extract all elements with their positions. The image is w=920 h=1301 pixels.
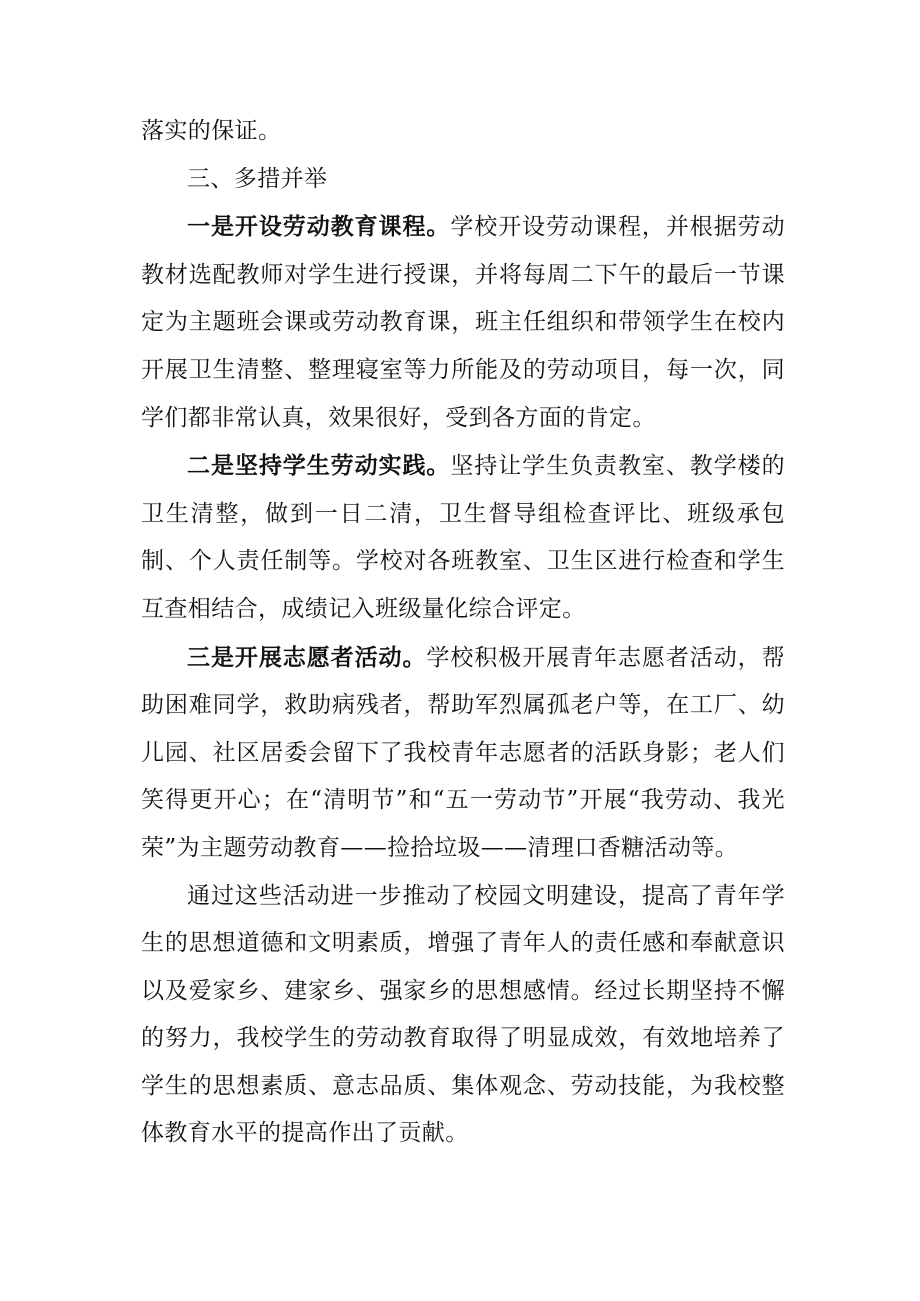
item-paragraph-2 [141, 442, 785, 633]
item-paragraph-3 [141, 634, 785, 873]
item-lead-3: 三是开展志愿者活动。 [187, 643, 427, 671]
item-paragraph-1 [141, 203, 785, 442]
item-lead-2: 二是坚持学生劳动实践。 [187, 452, 451, 480]
item-body-3: 学校积极开展青年志愿者活动，帮助困难同学，救助病残者，帮助军烈属孤老户等，在工厂、幼儿园、社区居委会留下了我校青年志愿者的活跃身影；老人们笑得更开心；在“清明节”和“五一劳动节”开展“我劳动、我光荣”为主题劳动教育——捡拾垃圾——清理口香糖活动等。 [141, 644, 786, 861]
conclusion-paragraph: 通过这些活动进一步推动了校园文明建设，提高了青年学生的思想道德和文明素质，增强了青年人的责任感和奉献意识以及爱家乡、建家乡、强家乡的思想感情。经过长期坚持不懈的努力，我校学生的劳动教育取得了明显成效，有效地培养了学生的思想素质、意志品质、集体观念、劳动技能，为我校整体教育水平的提高作出了贡献。 [141, 882, 785, 1147]
item-body-1: 学校开设劳动课程，并根据劳动教材选配教师对学生进行授课，并将每周二下午的最后一节课定为主题班会课或劳动教育课，班主任组织和带领学生在校内开展卫生清整、整理寝室等力所能及的劳动项目，每一次，同学们都非常认真，效果很好，受到各方面的肯定。 [141, 214, 785, 431]
continuation-paragraph: 落实的保证。 [141, 118, 282, 144]
item-body-2: 坚持让学生负责教室、教学楼的卫生清整，做到一日二清，卫生督导组检查评比、班级承包制、个人责任制等。学校对各班教室、卫生区进行检查和学生互查相结合，成绩记入班级量化综合评定。 [141, 453, 785, 622]
item-lead-1: 一是开设劳动教育课程。 [187, 213, 451, 241]
document-body [141, 108, 785, 1158]
section-heading: 三、多措并举 [187, 165, 328, 192]
